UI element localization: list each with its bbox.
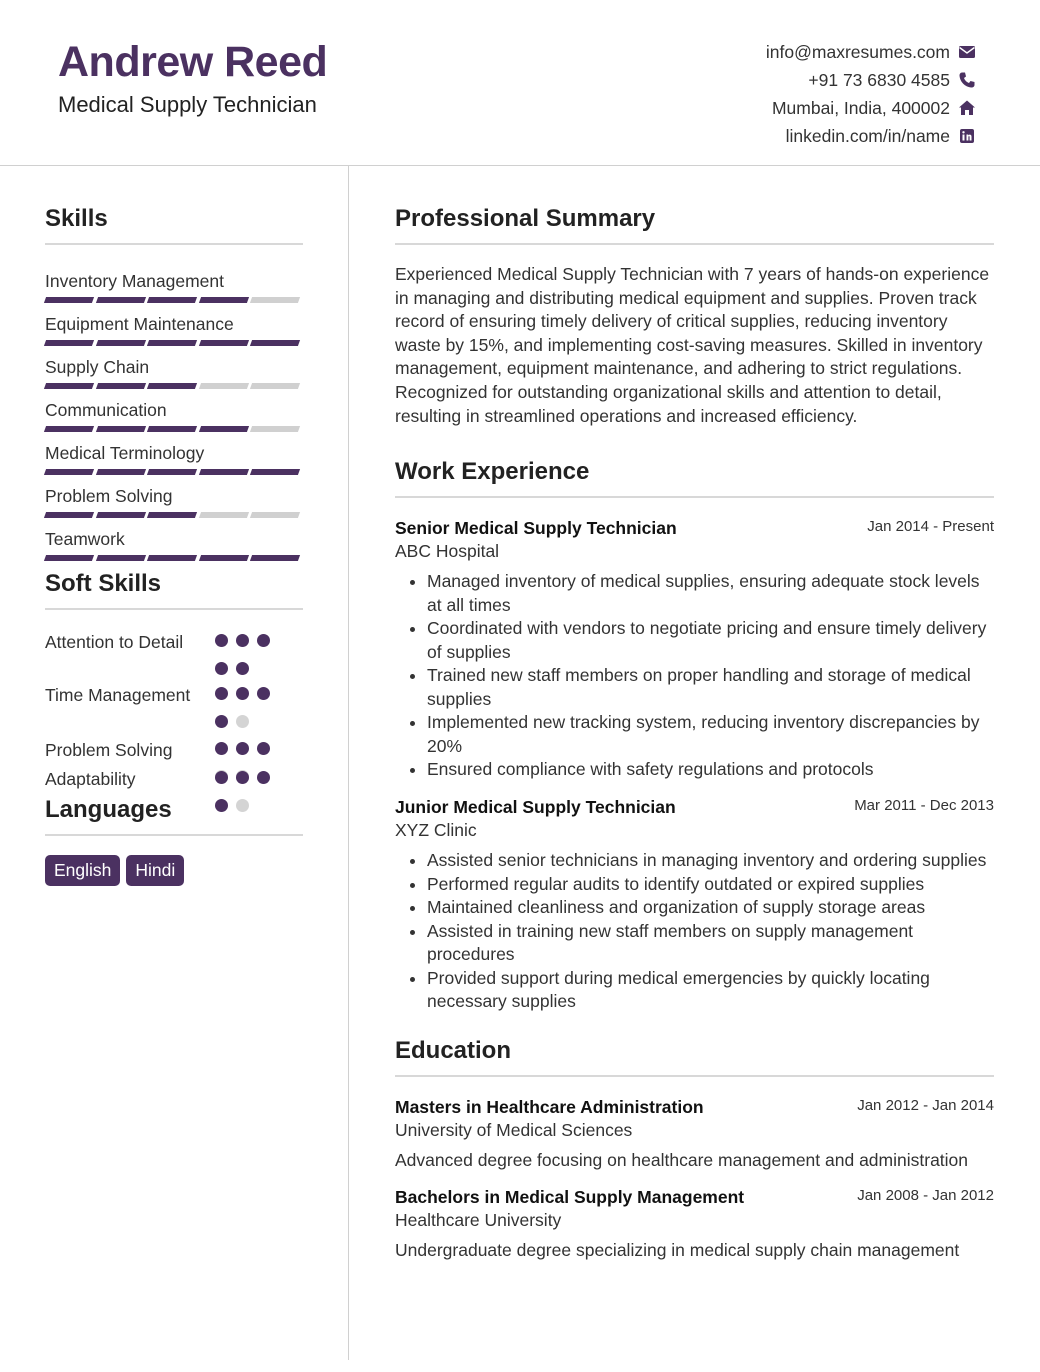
rating-bar xyxy=(250,555,300,561)
contact-email[interactable] xyxy=(766,38,976,66)
degree-title: Masters in Healthcare Administration xyxy=(395,1097,704,1117)
skill-rating xyxy=(45,297,303,303)
job-bullet: • Assisted in training new staff members on supply management procedures xyxy=(427,920,994,967)
job-bullet: • Ensured compliance with safety regulations and protocols xyxy=(427,758,994,782)
school-name: Healthcare University xyxy=(395,1210,562,1230)
job-date: Jan 2014 - Present xyxy=(867,518,994,535)
rating-dot xyxy=(257,634,270,647)
job-bullet: • Provided support during medical emergencies by quickly locating necessary supplies xyxy=(427,967,994,1014)
education-entry xyxy=(395,1097,994,1171)
rating-bar xyxy=(96,555,146,561)
soft-skill-rating xyxy=(215,634,287,690)
skill-item xyxy=(45,443,303,475)
job-bullet: • Managed inventory of medical supplies, ensuring adequate stock levels at all times xyxy=(427,570,994,617)
skill-rating xyxy=(45,469,303,475)
job-title: Senior Medical Supply Technician xyxy=(395,518,677,538)
rating-dot xyxy=(215,634,228,647)
resume-header xyxy=(0,0,1040,166)
contact-phone[interactable] xyxy=(766,66,976,94)
job-bullet: • Trained new staff members on proper handling and storage of medical supplies xyxy=(427,664,994,711)
rating-bar xyxy=(250,297,300,303)
rating-bar xyxy=(44,297,94,303)
languages-divider xyxy=(45,834,303,836)
rating-bar xyxy=(96,340,146,346)
rating-bar xyxy=(44,426,94,432)
work-heading: Work Experience xyxy=(395,458,590,485)
rating-dot xyxy=(236,662,249,675)
languages-heading: Languages xyxy=(45,796,172,823)
job-bullet: • Performed regular audits to identify outdated or expired supplies xyxy=(427,873,994,897)
soft-skills-section xyxy=(45,570,303,610)
skill-name: Teamwork xyxy=(45,529,125,549)
rating-bar xyxy=(147,555,197,561)
education-heading: Education xyxy=(395,1037,512,1064)
job-bullets xyxy=(395,570,994,782)
skill-rating xyxy=(45,383,303,389)
soft-skill-item xyxy=(45,630,303,654)
rating-bar xyxy=(250,383,300,389)
envelope-icon xyxy=(958,43,976,61)
job-entry xyxy=(395,518,994,782)
education-description: Advanced degree focusing on healthcare management and administration xyxy=(395,1150,969,1170)
rating-bar xyxy=(44,469,94,475)
skills-section xyxy=(45,205,303,245)
education-date: Jan 2008 - Jan 2012 xyxy=(857,1187,994,1204)
rating-bar xyxy=(96,383,146,389)
job-bullet: • Implemented new tracking system, reducing inventory discrepancies by 20% xyxy=(427,711,994,758)
work-section xyxy=(395,458,994,498)
job-date: Mar 2011 - Dec 2013 xyxy=(854,797,994,814)
skill-rating xyxy=(45,555,303,561)
candidate-title: Medical Supply Technician xyxy=(58,92,317,117)
summary-section xyxy=(395,205,994,428)
rating-dot xyxy=(215,715,228,728)
languages-section xyxy=(45,796,303,836)
soft-skill-name: Attention to Detail xyxy=(45,632,184,652)
column-divider xyxy=(348,166,349,1360)
rating-bar xyxy=(199,426,249,432)
skill-item xyxy=(45,400,303,432)
linkedin-icon xyxy=(958,127,976,145)
rating-dot xyxy=(257,687,270,700)
soft-skills-heading: Soft Skills xyxy=(45,570,162,597)
rating-bar xyxy=(199,512,249,518)
job-bullet: • Maintained cleanliness and organization of supply storage areas xyxy=(427,896,994,920)
school-name: University of Medical Sciences xyxy=(395,1120,633,1140)
contact-linkedin[interactable] xyxy=(766,122,976,150)
skill-rating xyxy=(45,426,303,432)
education-section xyxy=(395,1037,994,1077)
contact-linkedin-text: linkedin.com/in/name xyxy=(785,125,950,146)
soft-skill-item xyxy=(45,683,303,707)
education-entry xyxy=(395,1187,994,1261)
skill-rating xyxy=(45,512,303,518)
rating-dot xyxy=(236,634,249,647)
rating-bar xyxy=(147,512,197,518)
skill-name: Inventory Management xyxy=(45,271,224,291)
job-bullets xyxy=(395,849,994,1014)
right-column xyxy=(395,205,994,1260)
skill-item xyxy=(45,486,303,518)
rating-bar xyxy=(96,512,146,518)
rating-bar xyxy=(44,512,94,518)
rating-bar xyxy=(250,512,300,518)
rating-dot xyxy=(215,662,228,675)
rating-bar xyxy=(250,469,300,475)
skill-item xyxy=(45,271,303,303)
soft-skill-rating xyxy=(215,687,287,743)
rating-bar xyxy=(96,297,146,303)
job-employer: ABC Hospital xyxy=(395,541,500,561)
rating-bar xyxy=(96,426,146,432)
rating-dot xyxy=(236,687,249,700)
candidate-name: Andrew Reed xyxy=(58,38,328,86)
education-description: Undergraduate degree specializing in medical supply chain management xyxy=(395,1240,960,1260)
rating-bar xyxy=(96,469,146,475)
soft-skill-item xyxy=(45,767,303,791)
skill-name: Medical Terminology xyxy=(45,443,205,463)
rating-dot xyxy=(215,687,228,700)
rating-dot xyxy=(236,715,249,728)
skill-item xyxy=(45,314,303,346)
language-tag: Hindi xyxy=(126,855,184,886)
rating-bar xyxy=(199,340,249,346)
rating-bar xyxy=(199,297,249,303)
rating-bar xyxy=(147,469,197,475)
home-icon xyxy=(958,99,976,117)
soft-skill-item xyxy=(45,738,303,762)
work-divider xyxy=(395,496,994,498)
left-column xyxy=(45,205,303,880)
skill-name: Supply Chain xyxy=(45,357,150,377)
skill-item xyxy=(45,529,303,561)
rating-bar xyxy=(199,555,249,561)
rating-bar xyxy=(147,340,197,346)
skill-name: Equipment Maintenance xyxy=(45,314,234,334)
skills-divider xyxy=(45,243,303,245)
rating-bar xyxy=(250,426,300,432)
rating-dot xyxy=(236,771,249,784)
job-entry xyxy=(395,797,994,1014)
rating-bar xyxy=(147,383,197,389)
language-tag: English xyxy=(45,855,120,886)
contact-location xyxy=(766,94,976,122)
rating-bar xyxy=(44,383,94,389)
rating-bar xyxy=(44,555,94,561)
contact-phone-text: +91 73 6830 4585 xyxy=(808,69,950,90)
rating-bar xyxy=(199,383,249,389)
job-bullet: • Assisted senior technicians in managing inventory and ordering supplies xyxy=(427,849,994,873)
education-divider xyxy=(395,1075,994,1077)
job-bullet: • Coordinated with vendors to negotiate pricing and ensure timely delivery of supplies xyxy=(427,617,994,664)
education-date: Jan 2012 - Jan 2014 xyxy=(857,1097,994,1114)
skill-item xyxy=(45,357,303,389)
skill-name: Communication xyxy=(45,400,167,420)
skill-rating xyxy=(45,340,303,346)
skill-name: Problem Solving xyxy=(45,486,173,506)
degree-title: Bachelors in Medical Supply Management xyxy=(395,1187,745,1207)
contact-location-text: Mumbai, India, 400002 xyxy=(771,97,950,118)
soft-skills-divider xyxy=(45,608,303,610)
rating-dot xyxy=(257,771,270,784)
soft-skill-name: Problem Solving xyxy=(45,740,173,760)
rating-dot xyxy=(215,771,228,784)
summary-text: Experienced Medical Supply Technician with 7 years of hands-on experience in managing and distributing medical equipment and supplies. Proven track record of ensuring timely delivery of critical supplies, reducing inventory waste by 15%, and implementing cost-saving measures. Skilled in inventory management, equipment maintenance, and adhering to strict regulations. Recognized for outstanding organizational skills and attention to detail, resulting in streamlined operations and increased efficiency. xyxy=(395,264,990,426)
rating-dot xyxy=(257,742,270,755)
soft-skill-name: Time Management xyxy=(45,685,191,705)
contact-email-text: info@maxresumes.com xyxy=(765,41,950,62)
rating-bar xyxy=(147,297,197,303)
job-employer: XYZ Clinic xyxy=(395,820,477,840)
languages-list xyxy=(45,855,190,886)
skills-heading: Skills xyxy=(45,205,108,232)
rating-bar xyxy=(44,340,94,346)
soft-skill-name: Adaptability xyxy=(45,769,136,789)
rating-bar xyxy=(250,340,300,346)
phone-icon xyxy=(958,71,976,89)
summary-divider xyxy=(395,243,994,245)
rating-dot xyxy=(236,742,249,755)
rating-bar xyxy=(147,426,197,432)
rating-bar xyxy=(199,469,249,475)
rating-dot xyxy=(215,742,228,755)
job-title: Junior Medical Supply Technician xyxy=(395,797,676,817)
contact-list xyxy=(766,38,976,150)
summary-heading: Professional Summary xyxy=(395,205,656,232)
